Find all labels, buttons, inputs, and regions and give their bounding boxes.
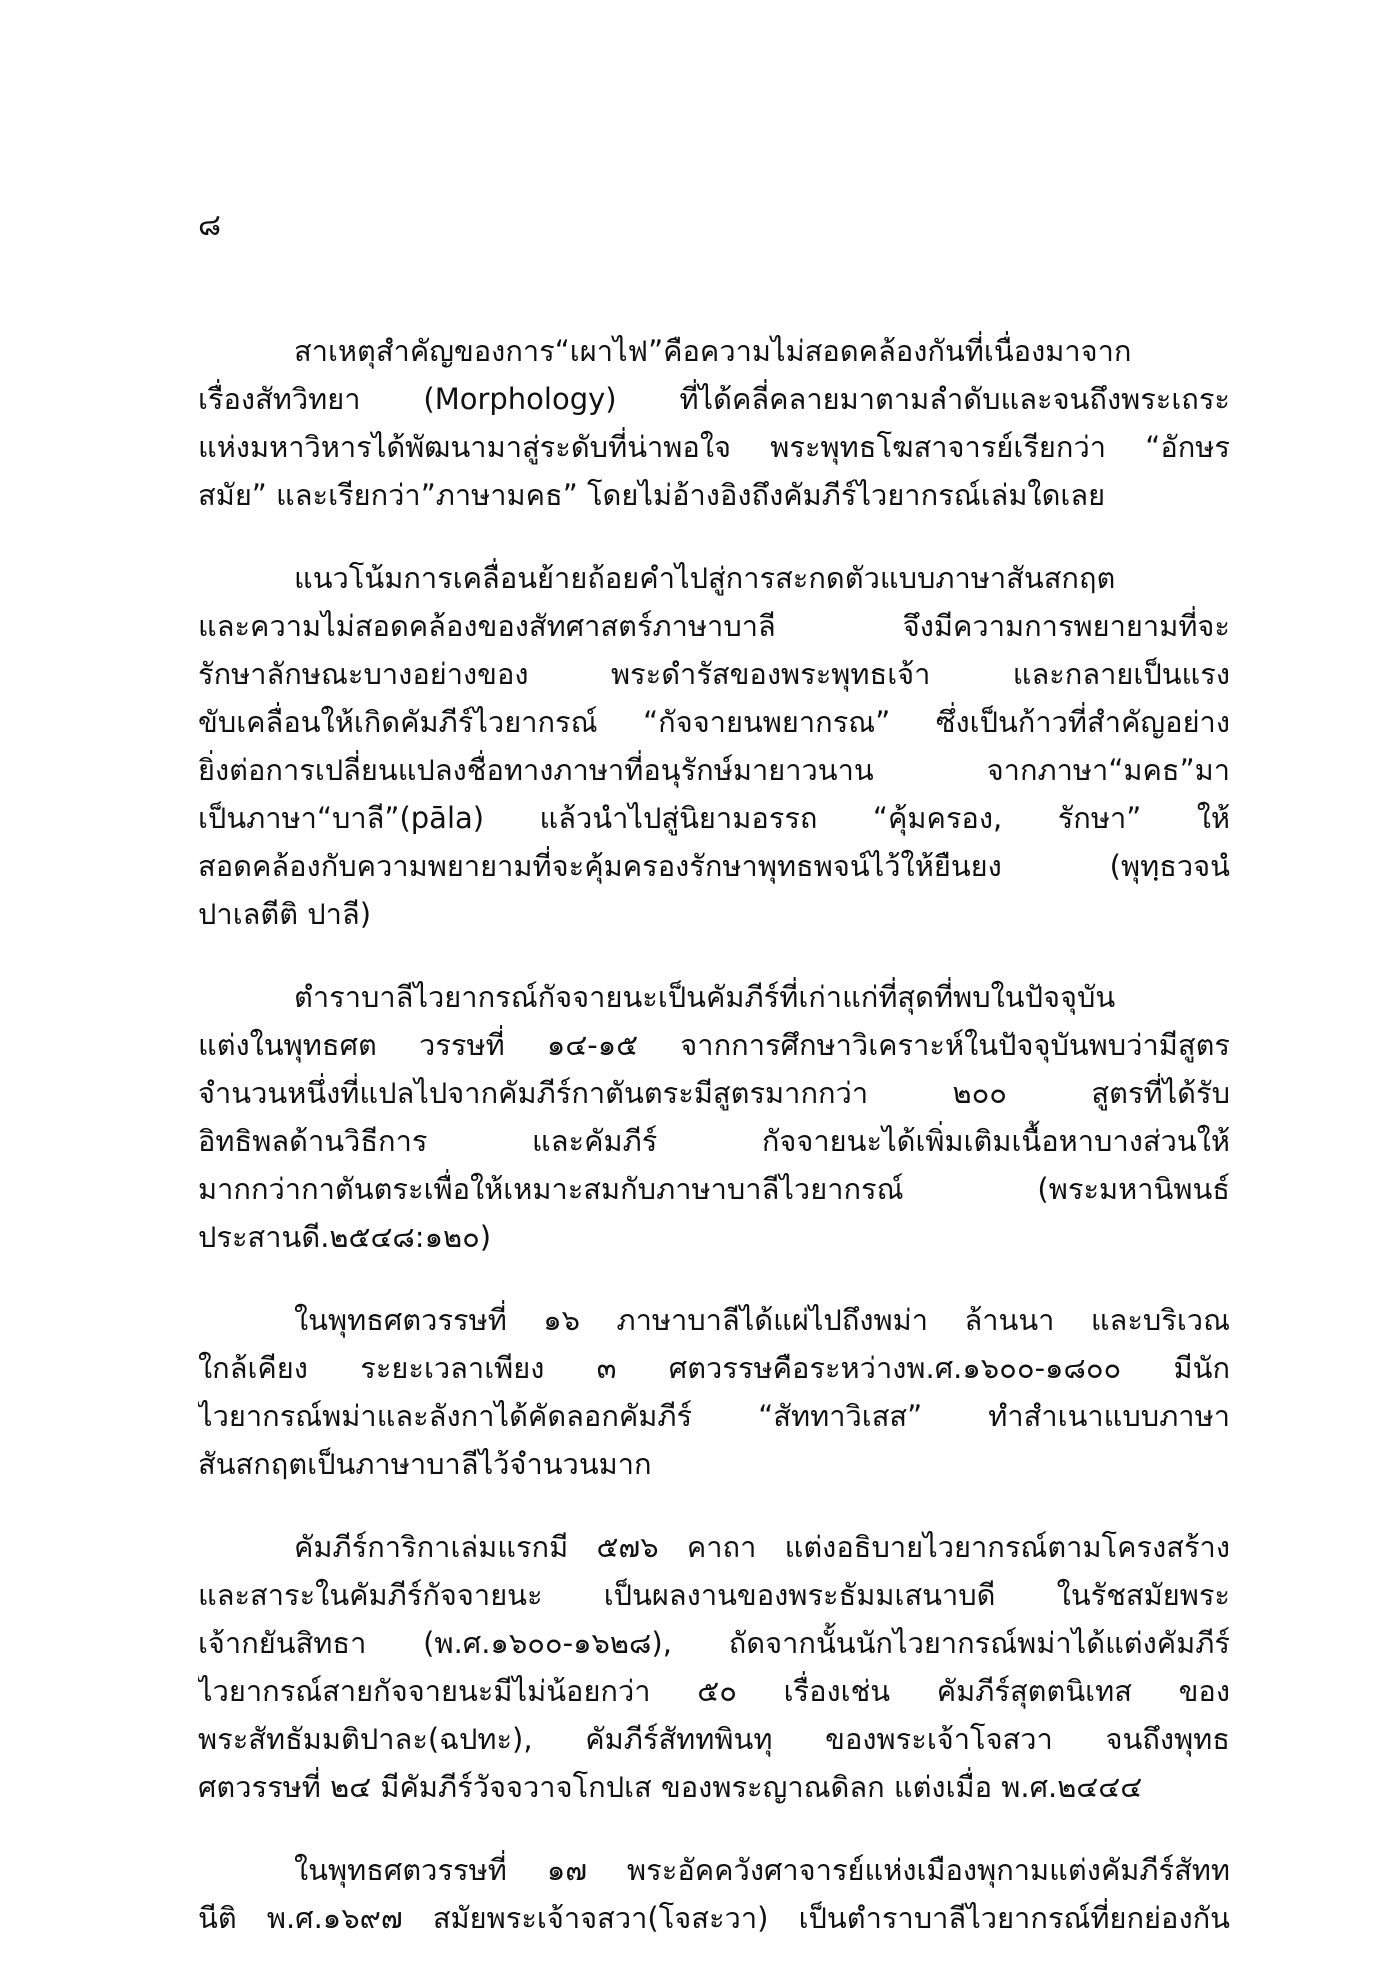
- text-line: จำนวนหนึ่งที่แปลไปจากคัมภีร์กาตันตระมีสูตรมากกว่า ๒๐๐ สูตรที่ได้รับ: [198, 1076, 1230, 1110]
- text-line: ศตวรรษที่ ๒๔ มีคัมภีร์วัจจวาจโกปเส ของพระญาณดิลก แต่งเมื่อ พ.ศ.๒๔๔๔: [198, 1770, 1143, 1804]
- text-line: ปาเลตีติ ปาลี): [198, 897, 372, 931]
- paragraph: [198, 1846, 1230, 1942]
- text-line: เรื่องสัทวิทยา (Morphology) ที่ได้คลี่คลายมาตามลำดับและจนถึงพระเถระ: [198, 382, 1230, 416]
- text-line: สอดคล้องกับความพยายามที่จะคุ้มครองรักษาพุทธพจน์ไว้ให้ยืนยง (พุทฺธวจนํ: [198, 849, 1230, 883]
- text-line: ยิ่งต่อการเปลี่ยนแปลงชื่อทางภาษาที่อนุรักษ์มายาวนาน จากภาษา“มคธ”มา: [198, 753, 1230, 787]
- paragraph: [198, 1523, 1230, 1811]
- text-line: เป็นภาษา“บาลี”(pāla) แล้วนำไปสู่นิยามอรรถ “คุ้มครอง, รักษา” ให้: [198, 801, 1230, 835]
- text-line: แห่งมหาวิหารได้พัฒนามาสู่ระดับที่น่าพอใจ พระพุทธโฆสาจารย์เรียกว่า “อักษร: [198, 430, 1230, 464]
- text-line: และความไม่สอดคล้องของสัทศาสตร์ภาษาบาลี จึงมีความการพยายามที่จะ: [198, 609, 1230, 643]
- paragraph: [198, 973, 1230, 1261]
- paragraph: [198, 327, 1230, 519]
- body-text: [198, 327, 1230, 1977]
- paragraph: [198, 554, 1230, 938]
- text-line: ใกล้เคียง ระยะเวลาเพียง ๓ ศตวรรษคือระหว่างพ.ศ.๑๖๐๐-๑๘๐๐ มีนัก: [198, 1351, 1230, 1385]
- text-line: แต่งในพุทธศต วรรษที่ ๑๔-๑๕ จากการศึกษาวิเคราะห์ในปัจจุบันพบว่ามีสูตร: [198, 1028, 1230, 1062]
- text-line: ประสานดี.๒๕๔๘:๑๒๐): [198, 1220, 492, 1254]
- page-number: ๘: [198, 208, 222, 243]
- text-line: มากกว่ากาตันตระเพื่อให้เหมาะสมกับภาษาบาลีไวยากรณ์ (พระมหานิพนธ์: [198, 1172, 1230, 1206]
- text-line: เจ้ากยันสิทธา (พ.ศ.๑๖๐๐-๑๖๒๘), ถัดจากนั้นนักไวยากรณ์พม่าได้แต่งคัมภีร์: [198, 1626, 1230, 1660]
- text-line: และสาระในคัมภีร์กัจจายนะ เป็นผลงานของพระธัมมเสนาบดี ในรัชสมัยพระ: [198, 1578, 1230, 1612]
- text-line: คัมภีร์การิกาเล่มแรกมี ๕๗๖ คาถา แต่งอธิบายไวยากรณ์ตามโครงสร้าง: [294, 1530, 1230, 1564]
- text-line: พระสัทธัมมติปาละ(ฉปทะ), คัมภีร์สัททพินทุ ของพระเจ้าโจสวา จนถึงพุทธ: [198, 1722, 1230, 1756]
- text-line: ไวยากรณ์พม่าและลังกาได้คัดลอกคัมภีร์ “สัททาวิเสส” ทำสำเนาแบบภาษา: [198, 1399, 1230, 1433]
- text-line: ขับเคลื่อนให้เกิดคัมภีร์ไวยากรณ์ “กัจจายนพยากรณ” ซึ่งเป็นก้าวที่สำคัญอย่าง: [198, 705, 1230, 739]
- text-line: ไวยากรณ์สายกัจจายนะมีไม่น้อยกว่า ๕๐ เรื่องเช่น คัมภีร์สุตตนิเทส ของ: [198, 1674, 1230, 1708]
- text-line: สันสกฤตเป็นภาษาบาลีไว้จำนวนมาก: [198, 1447, 652, 1481]
- text-line: ตำราบาลีไวยากรณ์กัจจายนะเป็นคัมภีร์ที่เก่าแก่ที่สุดที่พบในปัจจุบัน: [294, 980, 1116, 1014]
- text-line: นีติ พ.ศ.๑๖๙๗ สมัยพระเจ้าจสวา(โจสะวา) เป็นตำราบาลีไวยากรณ์ที่ยกย่องกัน: [198, 1901, 1230, 1935]
- text-line: สาเหตุสำคัญของการ“เผาไฟ”คือความไม่สอดคล้องกันที่เนื่องมาจาก: [294, 334, 1132, 368]
- text-line: ในพุทธศตวรรษที่ ๑๗ พระอัคควังศาจารย์แห่งเมืองพุกามแต่งคัมภีร์สัทท: [294, 1853, 1230, 1887]
- text-line: สมัย” และเรียกว่า”ภาษามคธ” โดยไม่อ้างอิงถึงคัมภีร์ไวยากรณ์เล่มใดเลย: [198, 478, 1106, 512]
- text-line: อิทธิพลด้านวิธีการ และคัมภีร์ กัจจายนะได้เพิ่มเติมเนื้อหาบางส่วนให้: [198, 1124, 1230, 1158]
- paragraph: [198, 1296, 1230, 1488]
- text-line: แนวโน้มการเคลื่อนย้ายถ้อยคำไปสู่การสะกดตัวแบบภาษาสันสกฤต: [294, 561, 1116, 595]
- text-line: ในพุทธศตวรรษที่ ๑๖ ภาษาบาลีได้แผ่ไปถึงพม่า ล้านนา และบริเวณ: [294, 1303, 1230, 1337]
- text-line: รักษาลักษณะบางอย่างของ พระดำรัสของพระพุทธเจ้า และกลายเป็นแรง: [198, 657, 1230, 691]
